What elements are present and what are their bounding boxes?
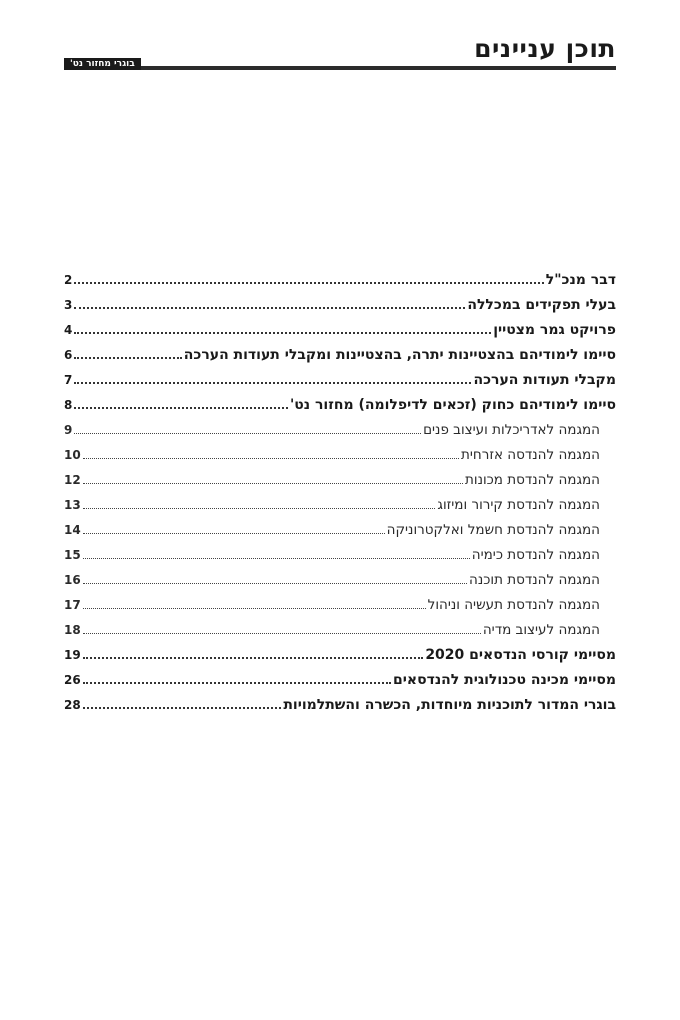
toc-leader-dots <box>83 608 426 609</box>
toc-page-number: 4 <box>64 323 73 337</box>
toc-entry-title: המגמה להנדסת תעשיה וניהול <box>427 597 600 613</box>
toc-entry-ceo-message[interactable] <box>64 272 616 297</box>
toc-leader-dots <box>83 707 282 709</box>
toc-page-number: 12 <box>64 473 81 487</box>
toc-page-number: 8 <box>64 398 73 412</box>
toc-subentry-software[interactable] <box>64 572 616 597</box>
toc-entry-title: סיימו לימודיהם כחוק (זכאים לדיפלומה) מחזור נט' <box>289 397 616 413</box>
toc-page-number: 14 <box>64 523 81 537</box>
toc-page-number: 19 <box>64 648 81 662</box>
toc-entry-prep-program[interactable] <box>64 672 616 697</box>
toc-page-number: 2 <box>64 273 73 287</box>
toc-subentry-hvac[interactable] <box>64 497 616 522</box>
toc-entry-title: המגמה להנדסה אזרחית <box>460 447 600 463</box>
toc-leader-dots <box>83 633 481 634</box>
toc-entry-title: המגמה להנדסת קירור ומיזוג <box>437 497 600 513</box>
toc-entry-outstanding-project[interactable] <box>64 322 616 347</box>
toc-entry-title: בעלי תפקידים במכללה <box>467 297 616 313</box>
toc-subentry-industrial[interactable] <box>64 597 616 622</box>
toc-entry-staff[interactable] <box>64 297 616 322</box>
toc-subentry-chemistry[interactable] <box>64 547 616 572</box>
toc-entry-title: דבר מנכ"ל <box>545 272 616 288</box>
toc-entry-title: המגמה לאדריכלות ועיצוב פנים <box>423 422 600 438</box>
toc-entry-honors[interactable] <box>64 347 616 372</box>
toc-entry-title: מקבלי תעודות הערכה <box>473 372 616 388</box>
toc-subentry-architecture[interactable] <box>64 422 616 447</box>
toc-leader-dots <box>74 307 465 309</box>
toc-subentry-mechanical[interactable] <box>64 472 616 497</box>
header-tag: בוגרי מחזור נט' <box>64 58 141 70</box>
toc-entry-title: המגמה לעיצוב מדיה <box>482 622 600 638</box>
table-of-contents <box>64 272 616 722</box>
toc-leader-dots <box>74 357 181 359</box>
toc-entry-title: המגמה להנדסת חשמל ואלקטרוניקה <box>386 522 600 538</box>
toc-page-number: 16 <box>64 573 81 587</box>
toc-entry-title: פרויקט גמר מצטיין <box>493 322 616 338</box>
toc-leader-dots <box>83 682 391 684</box>
toc-page-number: 3 <box>64 298 73 312</box>
toc-page-number: 9 <box>64 423 73 437</box>
toc-leader-dots <box>74 332 491 334</box>
toc-page-number: 28 <box>64 698 81 712</box>
toc-entry-title: מסיימי קורסי הנדסאים 2020 <box>425 647 616 663</box>
toc-leader-dots <box>83 483 463 484</box>
toc-leader-dots <box>83 508 436 509</box>
toc-entry-title: מסיימי מכינה טכנולוגית להנדסאים <box>393 672 616 688</box>
toc-page-number: 15 <box>64 548 81 562</box>
toc-leader-dots <box>83 558 470 559</box>
toc-leader-dots <box>83 583 467 584</box>
toc-leader-dots <box>83 657 424 659</box>
toc-entry-title: המגמה להנדסת מכונות <box>465 472 600 488</box>
toc-entry-special-programs[interactable] <box>64 697 616 722</box>
toc-page-number: 17 <box>64 598 81 612</box>
toc-entry-graduates[interactable] <box>64 397 616 422</box>
toc-leader-dots <box>74 382 471 384</box>
header-rule <box>64 66 616 70</box>
toc-entry-technician-courses[interactable] <box>64 647 616 672</box>
toc-entry-title: המגמה להנדסת כימיה <box>471 547 600 563</box>
toc-page-number: 10 <box>64 448 81 462</box>
toc-entry-certificates[interactable] <box>64 372 616 397</box>
toc-subentry-civil[interactable] <box>64 447 616 472</box>
toc-leader-dots <box>83 533 385 534</box>
toc-page-number: 7 <box>64 373 73 387</box>
page-title: תוכן עניינים <box>474 34 616 63</box>
toc-entry-title: בוגרי המדור לתוכניות מיוחדות, הכשרה והשתלמויות <box>283 697 616 713</box>
toc-entry-title: סיימו לימודיהם בהצטיינות יתרה, בהצטיינות ומקבלי תעודות הערכה <box>183 347 616 363</box>
toc-entry-title: המגמה להנדסת תוכנה <box>469 572 600 588</box>
toc-leader-dots <box>74 282 543 284</box>
toc-leader-dots <box>74 407 288 409</box>
toc-page-number: 6 <box>64 348 73 362</box>
toc-page-number: 26 <box>64 673 81 687</box>
toc-leader-dots <box>83 458 459 459</box>
toc-page-number: 18 <box>64 623 81 637</box>
toc-page-number: 13 <box>64 498 81 512</box>
toc-subentry-media-design[interactable] <box>64 622 616 647</box>
toc-subentry-electrical[interactable] <box>64 522 616 547</box>
toc-leader-dots <box>74 433 421 434</box>
